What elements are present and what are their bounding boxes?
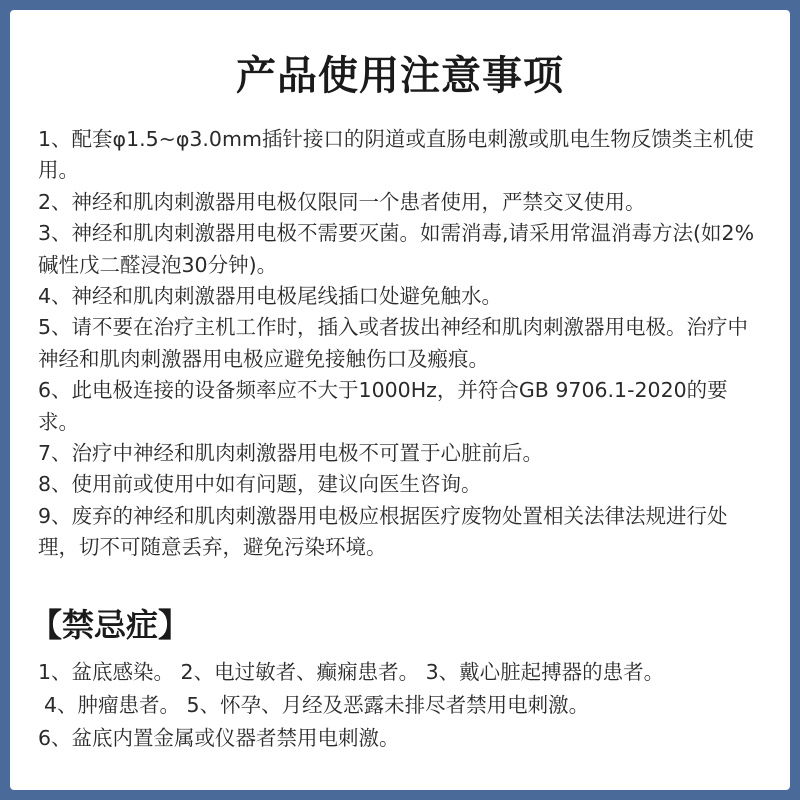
contraindications-heading: 【禁忌症】 [30,606,191,644]
contraindication-line: 4、肿瘤患者。 5、怀孕、月经及恶露未排尽者禁用电刺激。 [44,693,590,717]
note-item: 7、治疗中神经和肌肉刺激器用电极不可置于心脏前后。 [38,441,544,466]
usage-notes-list [38,124,768,564]
contraindication-line: 1、盆底感染。 2、电过敏者、癫痫患者。 3、戴心脏起搏器的患者。 [38,660,665,684]
note-item: 9、废弃的神经和肌肉刺激器用电极应根据医疗废物处置相关法律法规进行处理，切不可随意丢弃，避免污染环境。 [38,503,728,560]
note-item: 1、配套φ1.5~φ3.0mm插针接口的阴道或直肠电刺激或肌电生物反馈类主机使用。 [38,127,754,183]
notice-card [10,10,790,790]
note-item: 2、神经和肌肉刺激器用电极仅限同一个患者使用，严禁交叉使用。 [38,189,646,214]
note-item: 4、神经和肌肉刺激器用电极尾线插口处避免触水。 [38,284,503,309]
note-item: 6、此电极连接的设备频率应不大于1000Hz，并符合GB 9706.1-2020的要求。 [38,378,728,434]
contraindication-line: 6、盆底内置金属或仪器者禁用电刺激。 [38,726,400,750]
page-title: 产品使用注意事项 [236,53,564,99]
note-item: 3、神经和肌肉刺激器用电极不需要灭菌。如需消毒,请采用常温消毒方法(如2%碱性戊二醛浸泡30分钟)。 [38,221,755,277]
note-item: 5、请不要在治疗主机工作时，插入或者拔出神经和肌肉刺激器用电极。治疗中神经和肌肉刺激器用电极应避免接触伤口及瘢痕。 [38,315,749,371]
contraindications-list [38,656,783,755]
note-item: 8、使用前或使用中如有问题，建议向医生咨询。 [38,472,482,497]
